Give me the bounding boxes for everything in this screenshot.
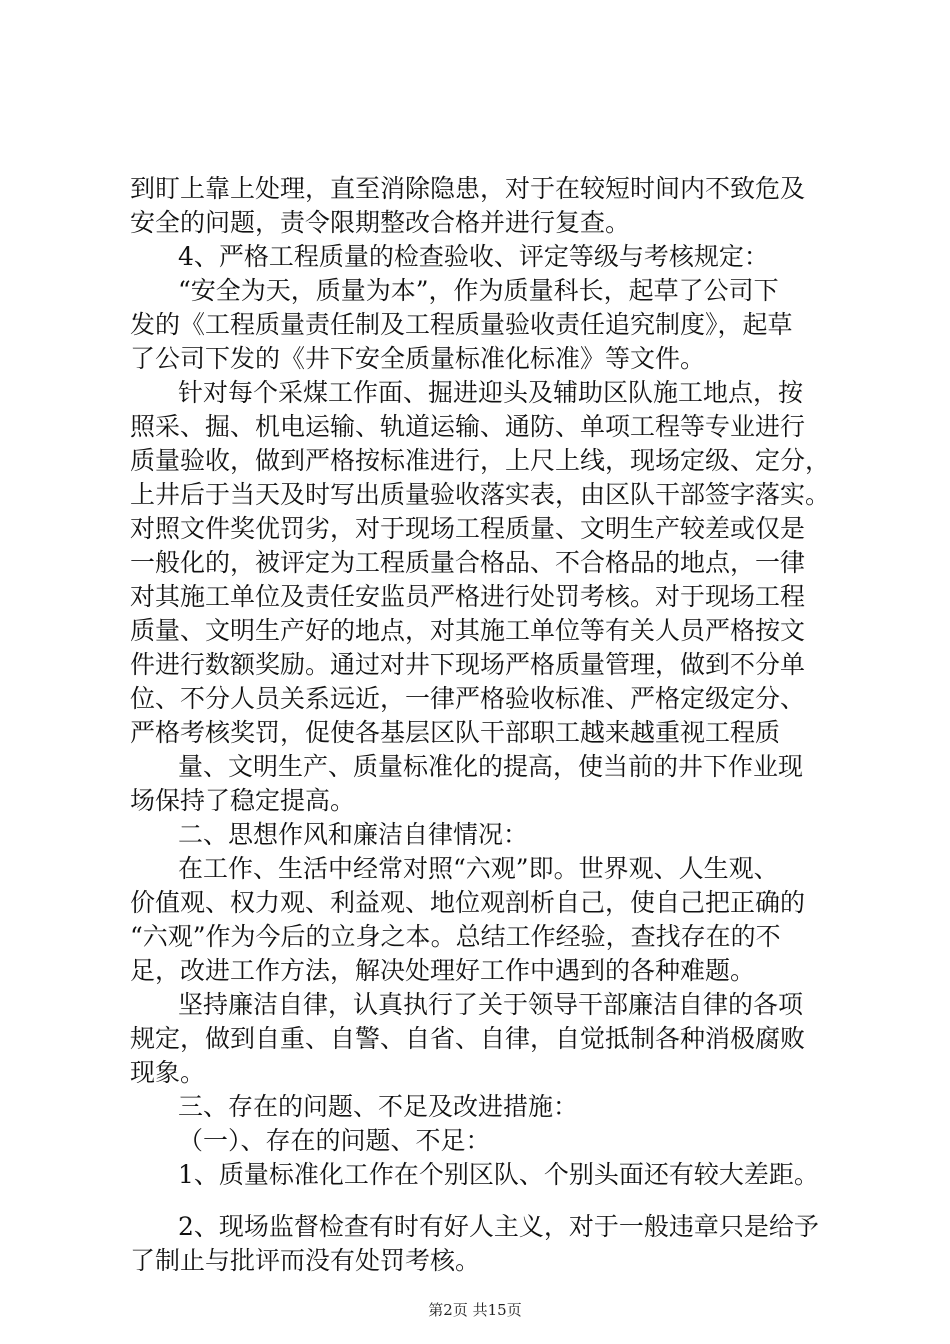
section-heading-3: 三、存在的问题、不足及改进措施： — [178, 1092, 579, 1121]
list-item-2-continued: 了制止与批评而没有处罚考核。 — [130, 1246, 481, 1275]
body-line-26: 规定，做到自重、自警、自省、自律，自觉抵制各种消极腐败 — [130, 1024, 806, 1053]
body-line-7: 针对每个采煤工作面、掘进迎头及辅助区队施工地点，按 — [178, 378, 804, 407]
page-footer: 第2页 共15页 — [428, 1301, 522, 1319]
body-line-8: 照采、掘、机电运输、轨道运输、通防、单项工程等专业进行 — [130, 412, 806, 441]
section-heading-2: 二、思想作风和廉洁自律情况： — [178, 820, 529, 849]
body-line-1: 到盯上靠上处理，直至消除隐患，对于在较短时间内不致危及 — [130, 174, 806, 203]
body-line-12: 一般化的，被评定为工程质量合格品、不合格品的地点，一律 — [130, 548, 806, 577]
body-line-19: 场保持了稳定提高。 — [130, 786, 356, 815]
body-line-14: 质量、文明生产好的地点，对其施工单位等有关人员严格按文 — [130, 616, 806, 645]
body-line-25: 坚持廉洁自律，认真执行了关于领导干部廉洁自律的各项 — [178, 990, 804, 1019]
body-line-4: “安全为天，质量为本”，作为质量科长，起草了公司下 — [178, 276, 779, 305]
body-line-17: 严格考核奖罚，促使各基层区队干部职工越来越重视工程质 — [130, 718, 781, 747]
body-line-23: “六观”作为今后的立身之本。总结工作经验，查找存在的不 — [130, 922, 781, 951]
body-line-9: 质量验收，做到严格按标准进行，上尺上线，现场定级、定分， — [130, 446, 831, 475]
body-line-22: 价值观、权力观、利益观、地位观剖析自己，使自己把正确的 — [130, 888, 806, 917]
body-line-18: 量、文明生产、质量标准化的提高，使当前的井下作业现 — [178, 752, 804, 781]
section-heading-4: 4、严格工程质量的检查验收、评定等级与考核规定： — [178, 242, 769, 271]
list-item-1: 1、质量标准化工作在个别区队、个别头面还有较大差距。 — [178, 1160, 819, 1189]
body-line-16: 位、不分人员关系远近，一律严格验收标准、严格定级定分、 — [130, 684, 806, 713]
body-line-13: 对其施工单位及责任安监员严格进行处罚考核。对于现场工程 — [130, 582, 806, 611]
body-line-21: 在工作、生活中经常对照“六观”即。世界观、人生观、 — [178, 854, 779, 883]
subsection-heading-1: （一）、存在的问题、不足： — [178, 1126, 491, 1155]
body-line-11: 对照文件奖优罚劣，对于现场工程质量、文明生产较差或仅是 — [130, 514, 806, 543]
body-line-5: 发的《工程质量责任制及工程质量验收责任追究制度》，起草 — [130, 310, 793, 339]
body-line-10: 上井后于当天及时写出质量验收落实表，由区队干部签字落实。 — [130, 480, 831, 509]
body-line-6: 了公司下发的《井下安全质量标准化标准》等文件。 — [130, 344, 706, 373]
body-line-24: 足，改进工作方法，解决处理好工作中遇到的各种难题。 — [130, 956, 756, 985]
body-line-2: 安全的问题，责令限期整改合格并进行复查。 — [130, 208, 631, 237]
list-item-2: 2、现场监督检查有时有好人主义，对于一般违章只是给予 — [178, 1212, 819, 1241]
body-line-27: 现象。 — [130, 1058, 206, 1087]
body-line-15: 件进行数额奖励。通过对井下现场严格质量管理，做到不分单 — [130, 650, 806, 679]
